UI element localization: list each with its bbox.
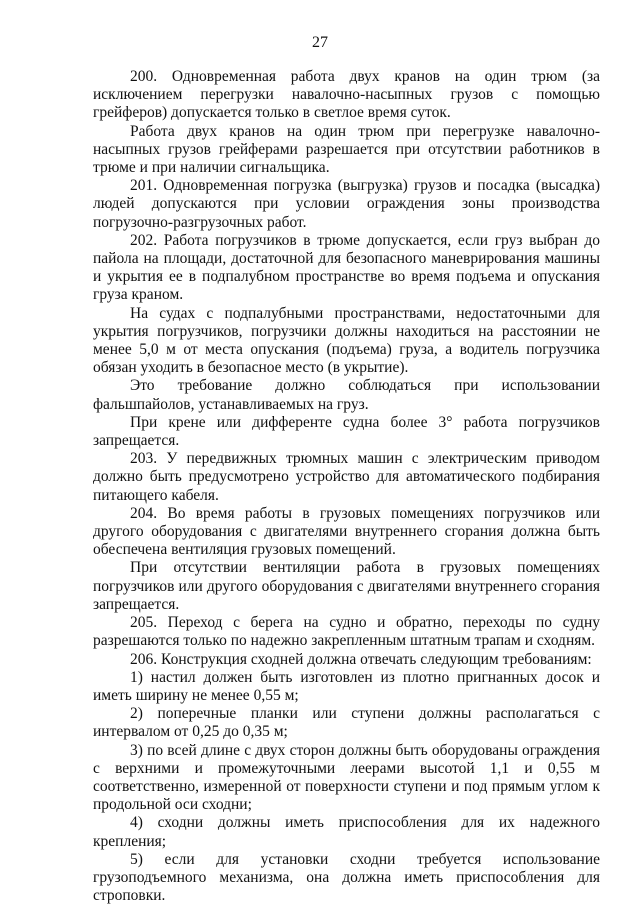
- list-item-5: 5) если для установки сходни требуется использование грузоподъемного механизма, она должна иметь приспособления для строповки.: [93, 850, 600, 905]
- paragraph-202: 202. Работа погрузчиков в трюме допускается, если груз выбран до пайола на площади, достаточной для безопасного маневрирования машины и укрытия ее в подпалубном пространстве во время подъема и опускания груза краном.: [93, 231, 600, 304]
- paragraph-202-cont-1: На судах с подпалубными пространствами, недостаточными для укрытия погрузчиков, погрузчики должны находиться на расстоянии не менее 5,0 м от места опускания (подъема) груза, а водитель погрузчика обязан уходить в безопасное место (в укрытие).: [93, 304, 600, 377]
- paragraph-200: 200. Одновременная работа двух кранов на один трюм (за исключением перегрузки навалочно-насыпных грузов с помощью грейферов) допускается только в светлое время суток.: [93, 68, 600, 122]
- list-item-2: 2) поперечные планки или ступени должны располагаться с интервалом от 0,25 до 0,35 м;: [93, 705, 600, 741]
- list-item-4: 4) сходни должны иметь приспособления для их надежного крепления;: [93, 814, 600, 850]
- paragraph-200-cont: Работа двух кранов на один трюм при перегрузке навалочно-насыпных грузов грейферами разрешается при отсутствии работников в трюме и при наличии сигнальщика.: [93, 122, 600, 177]
- paragraph-204: 204. Во время работы в грузовых помещениях погрузчиков или другого оборудования с двигателями внутреннего сгорания должна быть обеспечена вентиляция грузовых помещений.: [93, 504, 600, 559]
- document-body: [93, 68, 600, 905]
- list-item-1: 1) настил должен быть изготовлен из плотно пригнанных досок и иметь ширину не менее 0,55 м;: [93, 668, 600, 704]
- paragraph-202-cont-3: При крене или дифференте судна более 3° работа погрузчиков запрещается.: [93, 413, 600, 450]
- paragraph-201: 201. Одновременная погрузка (выгрузка) грузов и посадка (высадка) людей допускаются при условии ограждения зоны производства погрузочно-разгрузочных работ.: [93, 177, 600, 231]
- paragraph-202-cont-2: Это требование должно соблюдаться при использовании фальшпайолов, устанавливаемых на груз.: [93, 377, 600, 413]
- paragraph-204-cont: При отсутствии вентиляции работа в грузовых помещениях погрузчиков или другого оборудования с двигателями внутреннего сгорания запрещается.: [93, 559, 600, 613]
- paragraph-203: 203. У передвижных трюмных машин с электрическим приводом должно быть предусмотрено устройство для автоматического подбирания питающего кабеля.: [93, 450, 600, 504]
- paragraph-206: 206. Конструкция сходней должна отвечать следующим требованиям:: [130, 650, 592, 668]
- paragraph-205: 205. Переход с берега на судно и обратно, переходы по судну разрешаются только по надежно закрепленным штатным трапам и сходням.: [93, 614, 600, 650]
- list-item-3: 3) по всей длине с двух сторон должны быть оборудованы ограждения с верхними и промежуточными леерами высотой 1,1 и 0,55 м соответственно, измеренной от поверхности ступени и под прямым углом к продольной оси сходни;: [93, 741, 600, 814]
- page-number: 27: [312, 34, 328, 51]
